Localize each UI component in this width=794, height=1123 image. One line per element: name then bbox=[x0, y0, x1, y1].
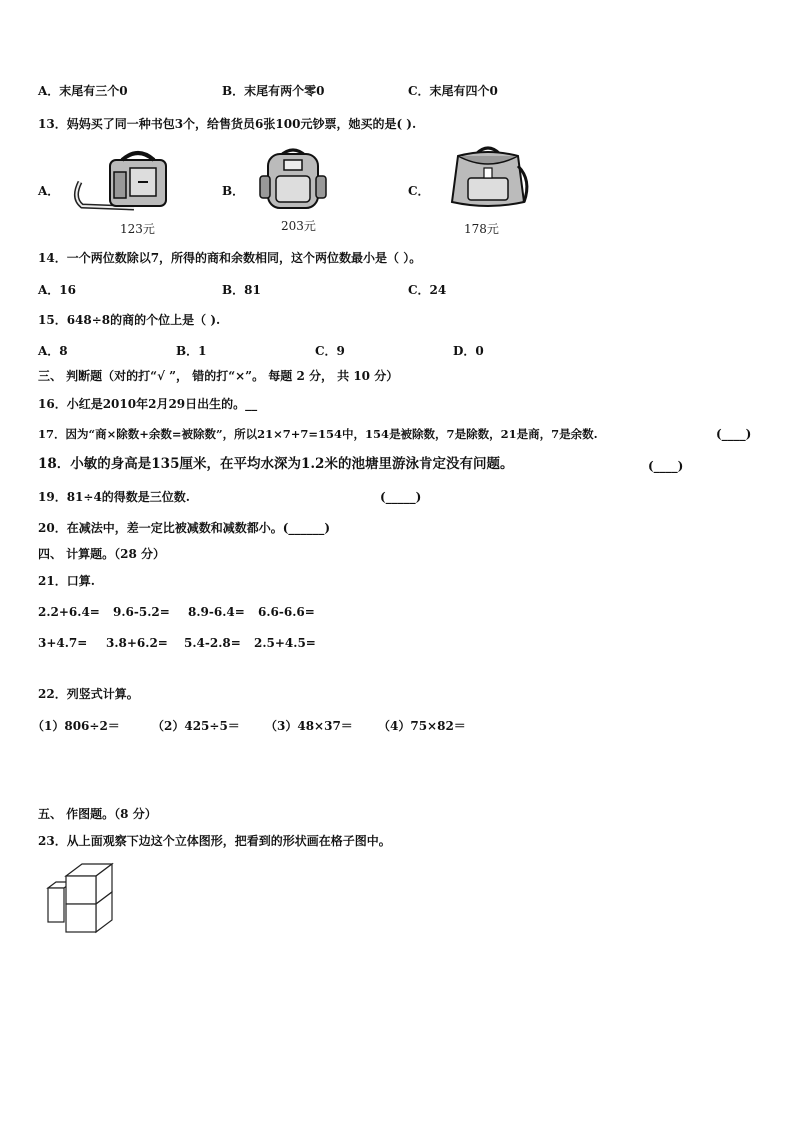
q21-item: 3.8+6.2= bbox=[106, 636, 168, 650]
q13-text: 13．妈妈买了同一种书包3个，给售货员6张100元钞票，她买的是( ). bbox=[38, 117, 417, 131]
q21-item: 2.2+6.4= bbox=[38, 605, 100, 619]
cube-figure bbox=[46, 862, 118, 934]
q12-option-c: C．末尾有四个0 bbox=[408, 84, 498, 98]
q19-answer-blank[interactable]: (_____) bbox=[380, 490, 422, 504]
q12-option-a: A．末尾有三个0 bbox=[38, 84, 128, 98]
bag-c-price: 178元 bbox=[464, 222, 499, 236]
bag-c-image bbox=[444, 144, 532, 212]
q22-item: （2）425÷5＝ bbox=[152, 719, 240, 733]
q21-item: 5.4-2.8= bbox=[184, 636, 241, 650]
q22-item: （1）806÷2＝ bbox=[32, 719, 120, 733]
bag-a-price: 123元 bbox=[120, 222, 155, 236]
q15-option-b: B．1 bbox=[176, 344, 207, 358]
q14-option-a: A．16 bbox=[38, 283, 77, 297]
bag-a-image bbox=[72, 146, 172, 214]
section-5-heading: 五、 作图题。（8 分） bbox=[38, 807, 157, 821]
q21-item: 3+4.7= bbox=[38, 636, 88, 650]
section-4-heading: 四、 计算题。（28 分） bbox=[38, 547, 166, 561]
q16-text: 16．小红是2010年2月29日出生的。__ bbox=[38, 397, 258, 411]
q17-text: 17．因为“商×除数+余数=被除数”，所以21×7+7=154中，154是被除数，7是除数，21是商，7是余数. bbox=[38, 427, 598, 441]
q18-answer-blank[interactable]: (____) bbox=[648, 459, 684, 473]
bag-b-image bbox=[258, 146, 328, 212]
q13-label-a: A． bbox=[38, 184, 60, 198]
q15-text: 15．648÷8的商的个位上是（ ). bbox=[38, 313, 221, 327]
q20-text: 20．在减法中，差一定比被减数和减数都小。(______) bbox=[38, 521, 331, 535]
q15-option-d: D．0 bbox=[453, 344, 484, 358]
q22-title: 22．列竖式计算。 bbox=[38, 687, 139, 701]
q23-text: 23．从上面观察下边这个立体图形，把看到的形状画在格子图中。 bbox=[38, 834, 391, 848]
q14-text: 14．一个两位数除以7，所得的商和余数相同，这个两位数最小是（ ）。 bbox=[38, 251, 422, 265]
bag-b-price: 203元 bbox=[281, 219, 316, 233]
q22-item: （3）48×37＝ bbox=[265, 719, 353, 733]
q15-option-a: A．8 bbox=[38, 344, 68, 358]
q22-item: （4）75×82＝ bbox=[378, 719, 466, 733]
q17-answer-blank[interactable]: (____) bbox=[716, 427, 752, 441]
q13-label-c: C． bbox=[408, 184, 430, 198]
q21-title: 21．口算. bbox=[38, 574, 95, 588]
q19-text: 19．81÷4的得数是三位数. bbox=[38, 490, 190, 504]
q18-text: 18．小敏的身高是135厘米，在平均水深为1.2米的池塘里游泳肯定没有问题。 bbox=[38, 456, 514, 472]
q15-option-c: C．9 bbox=[315, 344, 345, 358]
q14-option-c: C．24 bbox=[408, 283, 447, 297]
q13-label-b: B． bbox=[222, 184, 245, 198]
q21-item: 9.6-5.2= bbox=[113, 605, 170, 619]
q21-item: 2.5+4.5= bbox=[254, 636, 316, 650]
section-3-heading: 三、 判断题（对的打“√ ”， 错的打“×”。 每题 2 分， 共 10 分） bbox=[38, 369, 399, 383]
q14-option-b: B．81 bbox=[222, 283, 261, 297]
q21-item: 8.9-6.4= bbox=[188, 605, 245, 619]
q12-option-b: B．末尾有两个零0 bbox=[222, 84, 325, 98]
q21-item: 6.6-6.6= bbox=[258, 605, 315, 619]
